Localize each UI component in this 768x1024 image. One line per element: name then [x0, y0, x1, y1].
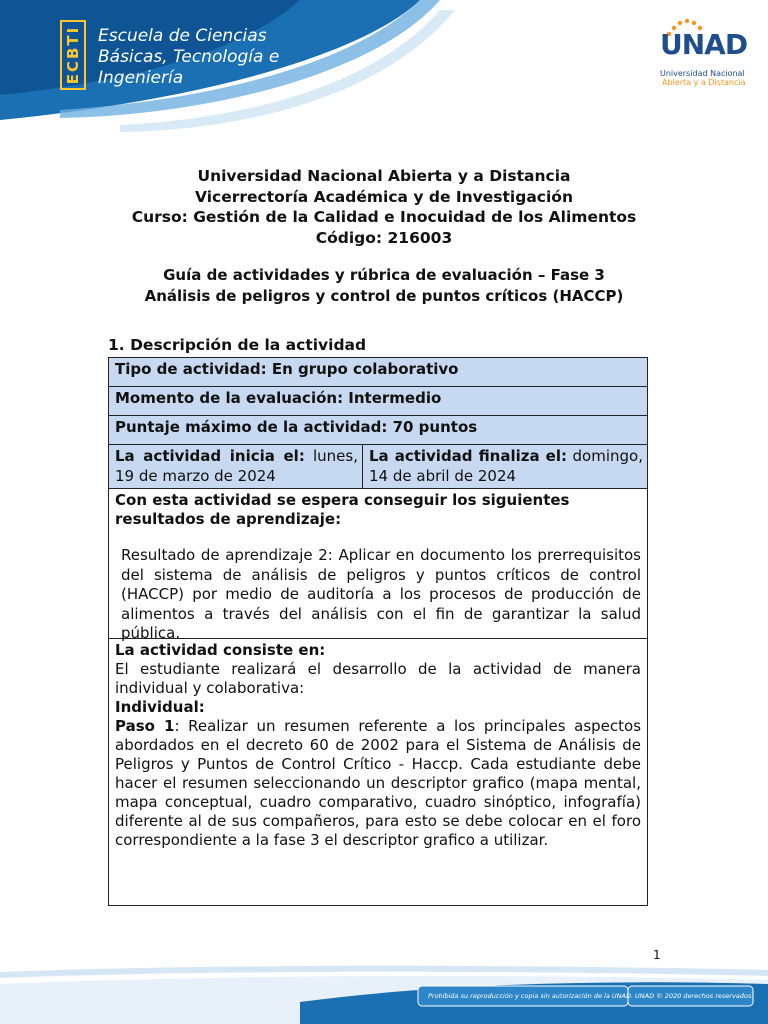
ecbti-logo: ECBTI: [60, 20, 86, 90]
activity-consists-text: El estudiante realizará el desarrollo de la actividad de manera individual y colaborativa:: [115, 660, 641, 697]
document-titles: [0, 166, 768, 248]
school-line-1: Escuela de Ciencias: [98, 26, 267, 46]
activity-type: Tipo de actividad: En grupo colaborativo: [109, 358, 647, 387]
course-title: Curso: Gestión de la Calidad e Inocuidad de los Alimentos: [131, 208, 637, 226]
learning-outcomes-heading: Con esta actividad se espera conseguir los siguientes resultados de aprendizaje:: [115, 491, 570, 528]
end-date-value: domingo, 14 de abril de 2024: [369, 447, 643, 485]
start-date-label: La actividad inicia el:: [115, 447, 305, 465]
school-line-3: Ingeniería: [98, 68, 184, 88]
activity-table: [108, 357, 648, 906]
unad-logo-text: UNAD: [660, 28, 748, 61]
max-score: Puntaje máximo de la actividad: 70 puntos: [109, 416, 647, 445]
rights-notice: UNAD © 2020 derechos reservados.: [635, 992, 754, 1000]
step-1: [115, 717, 641, 850]
dates-row: [109, 445, 647, 489]
guide-titles: [0, 265, 768, 306]
school-name: [98, 26, 279, 89]
guide-title: Guía de actividades y rúbrica de evaluación – Fase 3: [163, 266, 605, 284]
course-code: Código: 216003: [315, 228, 453, 247]
activity-description-row: [109, 639, 647, 905]
section-heading: 1. Descripción de la actividad: [108, 336, 367, 354]
activity-consists-heading: La actividad consiste en:: [115, 641, 326, 659]
step-1-text: : Realizar un resumen referente a los principales aspectos abordados en el decreto 60 de 2002 para el Sistema de Análisis de Peligros y Puntos de Control Crítico - Haccp. Cada estudiante debe hacer el resumen seleccionando un descriptor grafico (mapa mental, mapa conceptual, cuadro comparativo, cuadro sinóptico, infografía) diferente al de sus compañeros, para esto se debe colocar en el foro correspondiente a la fase 3 el descriptor grafico a utilizar.: [115, 717, 642, 849]
copy-notice: Prohibida su reproducción y copia sin autorización de la UNAD.: [428, 992, 634, 1000]
learning-outcome-2: Resultado de aprendizaje 2: Aplicar en documento los prerrequisitos del sistema de análisis de peligros y puntos críticos de control (HACCP) por medio de auditoría a los procesos de producción de alimentos a través del análisis con el fin de garantizar la salud pública.: [121, 546, 641, 642]
start-date-cell: [109, 445, 363, 488]
unad-logo: [660, 28, 747, 61]
end-date-cell: [363, 445, 647, 488]
university-title: Universidad Nacional Abierta y a Distancia: [197, 167, 571, 185]
unad-subtitle-1: Universidad Nacional: [660, 69, 745, 78]
end-date-label: La actividad finaliza el:: [369, 447, 567, 465]
start-date-value: lunes, 19 de marzo de 2024: [115, 447, 358, 485]
vicerrectoria-title: Vicerrectoría Académica y de Investigación: [195, 187, 573, 206]
analysis-title: Análisis de peligros y control de puntos críticos (HACCP): [144, 286, 624, 305]
unad-subtitle-2: Abierta y a Distancia: [662, 78, 746, 87]
page-number: 1: [653, 948, 661, 962]
learning-outcomes-row: [109, 489, 647, 642]
individual-heading: Individual:: [115, 698, 205, 716]
evaluation-moment: Momento de la evaluación: Intermedio: [109, 387, 647, 416]
step-1-label: Paso 1: [115, 717, 175, 735]
school-line-2: Básicas, Tecnología e: [98, 47, 280, 67]
